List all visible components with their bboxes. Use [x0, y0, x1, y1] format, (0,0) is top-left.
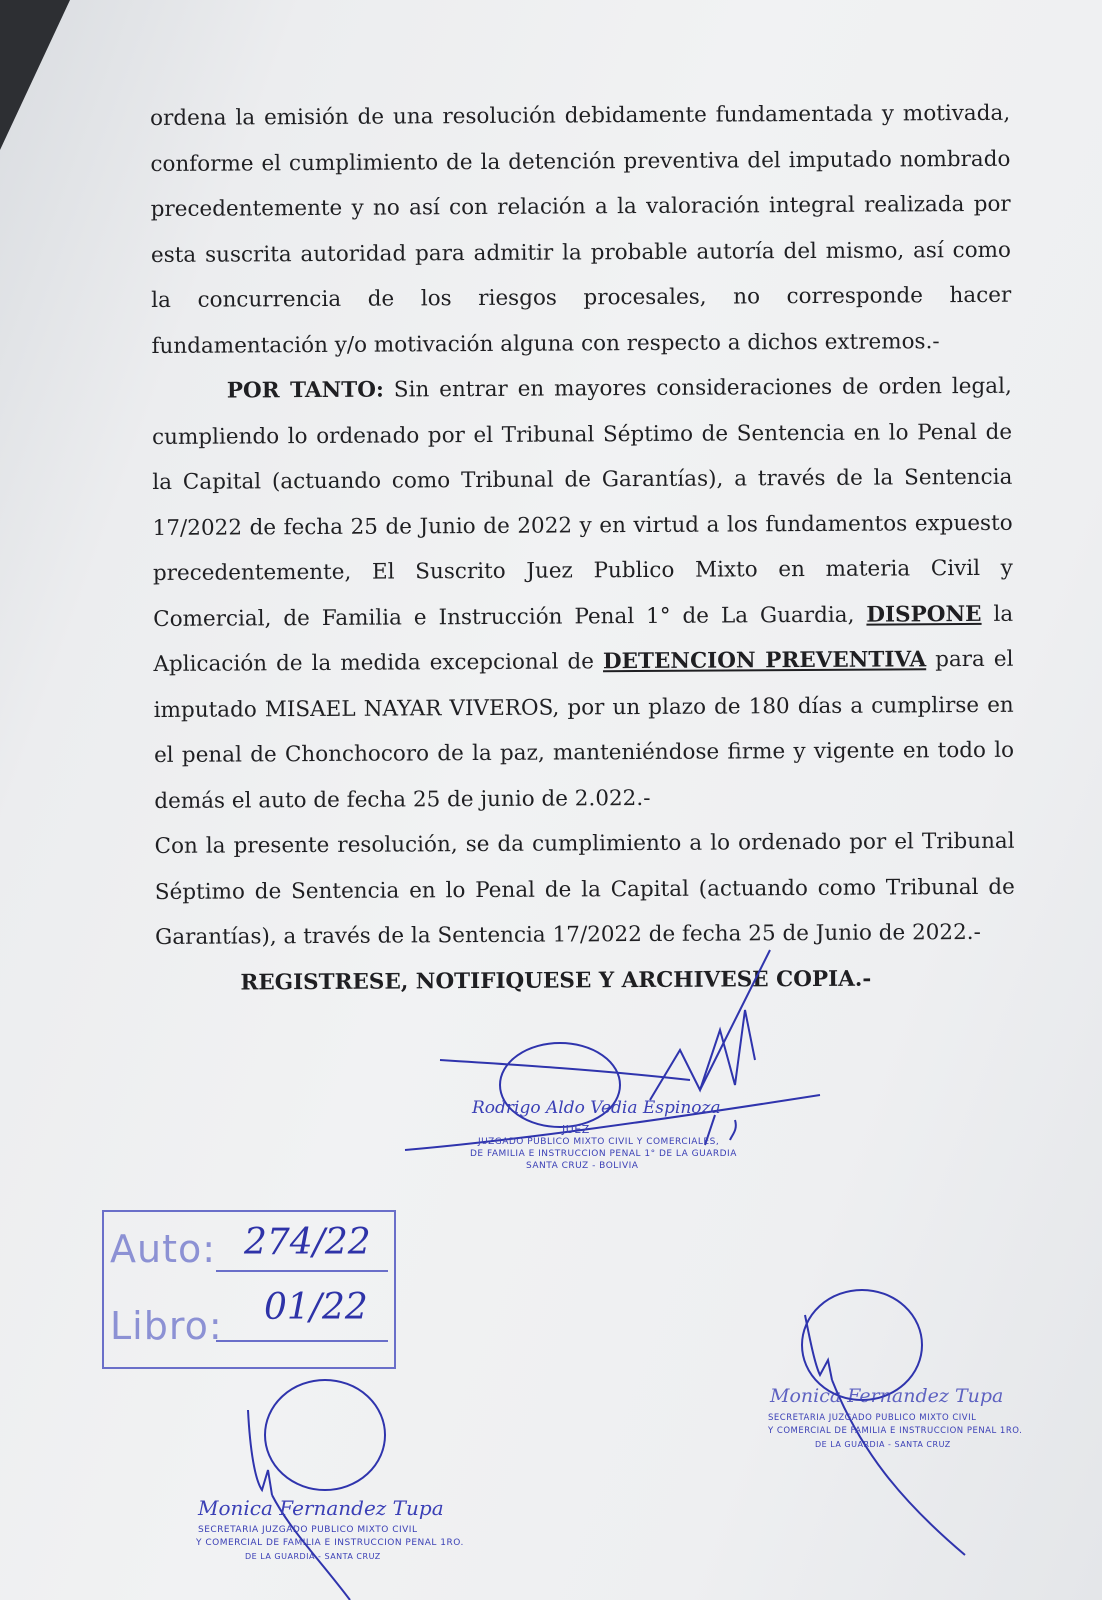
- auto-value: 274/22: [244, 1222, 371, 1263]
- paragraph-3: Con la presente resolución, se da cumplimiento a lo ordenado por el Tribunal Séptimo de Sentencia en lo Penal de la Capital (actuando como Tribunal de Garantías), a través de la Sentencia 17/2022 de fecha 25 de Junio de 2022.-: [154, 828, 1015, 950]
- paragraph-2-part-c: para el imputado MISAEL NAYAR VIVEROS, por un plazo de 180 días a cumplirse en el penal de Chonchocoro de la paz, manteniéndose firme y vigente en todo lo demás el auto de fecha 25 de junio de 2.022.-: [153, 646, 1015, 814]
- por-tanto-lead: POR TANTO:: [226, 377, 385, 404]
- secretary-right-line-3: DE LA GUARDIA - SANTA CRUZ: [815, 1440, 951, 1449]
- secretary-right-name: Monica Fernandez Tupa: [770, 1385, 1004, 1407]
- judge-court-line-2: DE FAMILIA E INSTRUCCION PENAL 1° DE LA GUARDIA: [470, 1149, 737, 1159]
- paragraph-2-part-a: Sin entrar en mayores consideraciones de orden legal, cumpliendo lo ordenado por el Tribunal Séptimo de Sentencia en lo Penal de la Capital (actuando como Tribunal de Garantías), a través de la Sentencia 17/2022 de fecha 25 de Junio de 2022 y en virtud a los fundamentos expuesto precedentemente, El Suscrito Juez Publico Mixto en materia Civil y Comercial, de Familia e Instrucción Penal 1° de La Guardia,: [152, 373, 1013, 632]
- secretary-left-line-2: Y COMERCIAL DE FAMILIA E INSTRUCCION PENAL 1RO.: [196, 1538, 464, 1548]
- judge-court-line-3: SANTA CRUZ - BOLIVIA: [526, 1161, 639, 1171]
- dispone-keyword: DISPONE: [866, 601, 982, 628]
- secretary-right-line-2: Y COMERCIAL DE FAMILIA E INSTRUCCION PENAL 1RO.: [768, 1426, 1023, 1436]
- judge-title: JUEZ: [562, 1123, 590, 1136]
- secretary-left-line-1: SECRETARIA JUZGADO PUBLICO MIXTO CIVIL: [198, 1525, 418, 1535]
- judge-name: Rodrigo Aldo Vedia Espinoza: [472, 1098, 721, 1118]
- secretary-right-line-1: SECRETARIA JUZGADO PUBLICO MIXTO CIVIL: [768, 1413, 977, 1423]
- libro-label: Libro:: [110, 1304, 223, 1348]
- secretary-left-line-3: DE LA GUARDIA - SANTA CRUZ: [245, 1552, 381, 1561]
- paragraph-2-part-b: la Aplicación de la medida excepcional de: [153, 601, 1014, 677]
- libro-value: 01/22: [264, 1287, 368, 1328]
- closing-formula: REGISTRESE, NOTIFIQUESE Y ARCHIVESE COPIA.-: [240, 966, 872, 995]
- auto-label: Auto:: [110, 1227, 217, 1271]
- judge-court-line-1: JUZGADO PUBLICO MIXTO CIVIL Y COMERCIALES,: [478, 1137, 720, 1147]
- paragraph-1: ordena la emisión de una resolución debidamente fundamentada y motivada, conforme el cumplimiento de la detención preventiva del imputado nombrado precedentemente y no así con relación a la valoración integral realizada por esta suscrita autoridad para admitir la probable autoría del mismo, así como la concurrencia de los riesgos procesales, no corresponde hacer fundamentación y/o motivación alguna con respecto a dichos extremos.-: [150, 100, 1012, 359]
- secretary-left-name: Monica Fernandez Tupa: [198, 1496, 444, 1520]
- detencion-keyword: DETENCION PREVENTIVA: [602, 647, 927, 675]
